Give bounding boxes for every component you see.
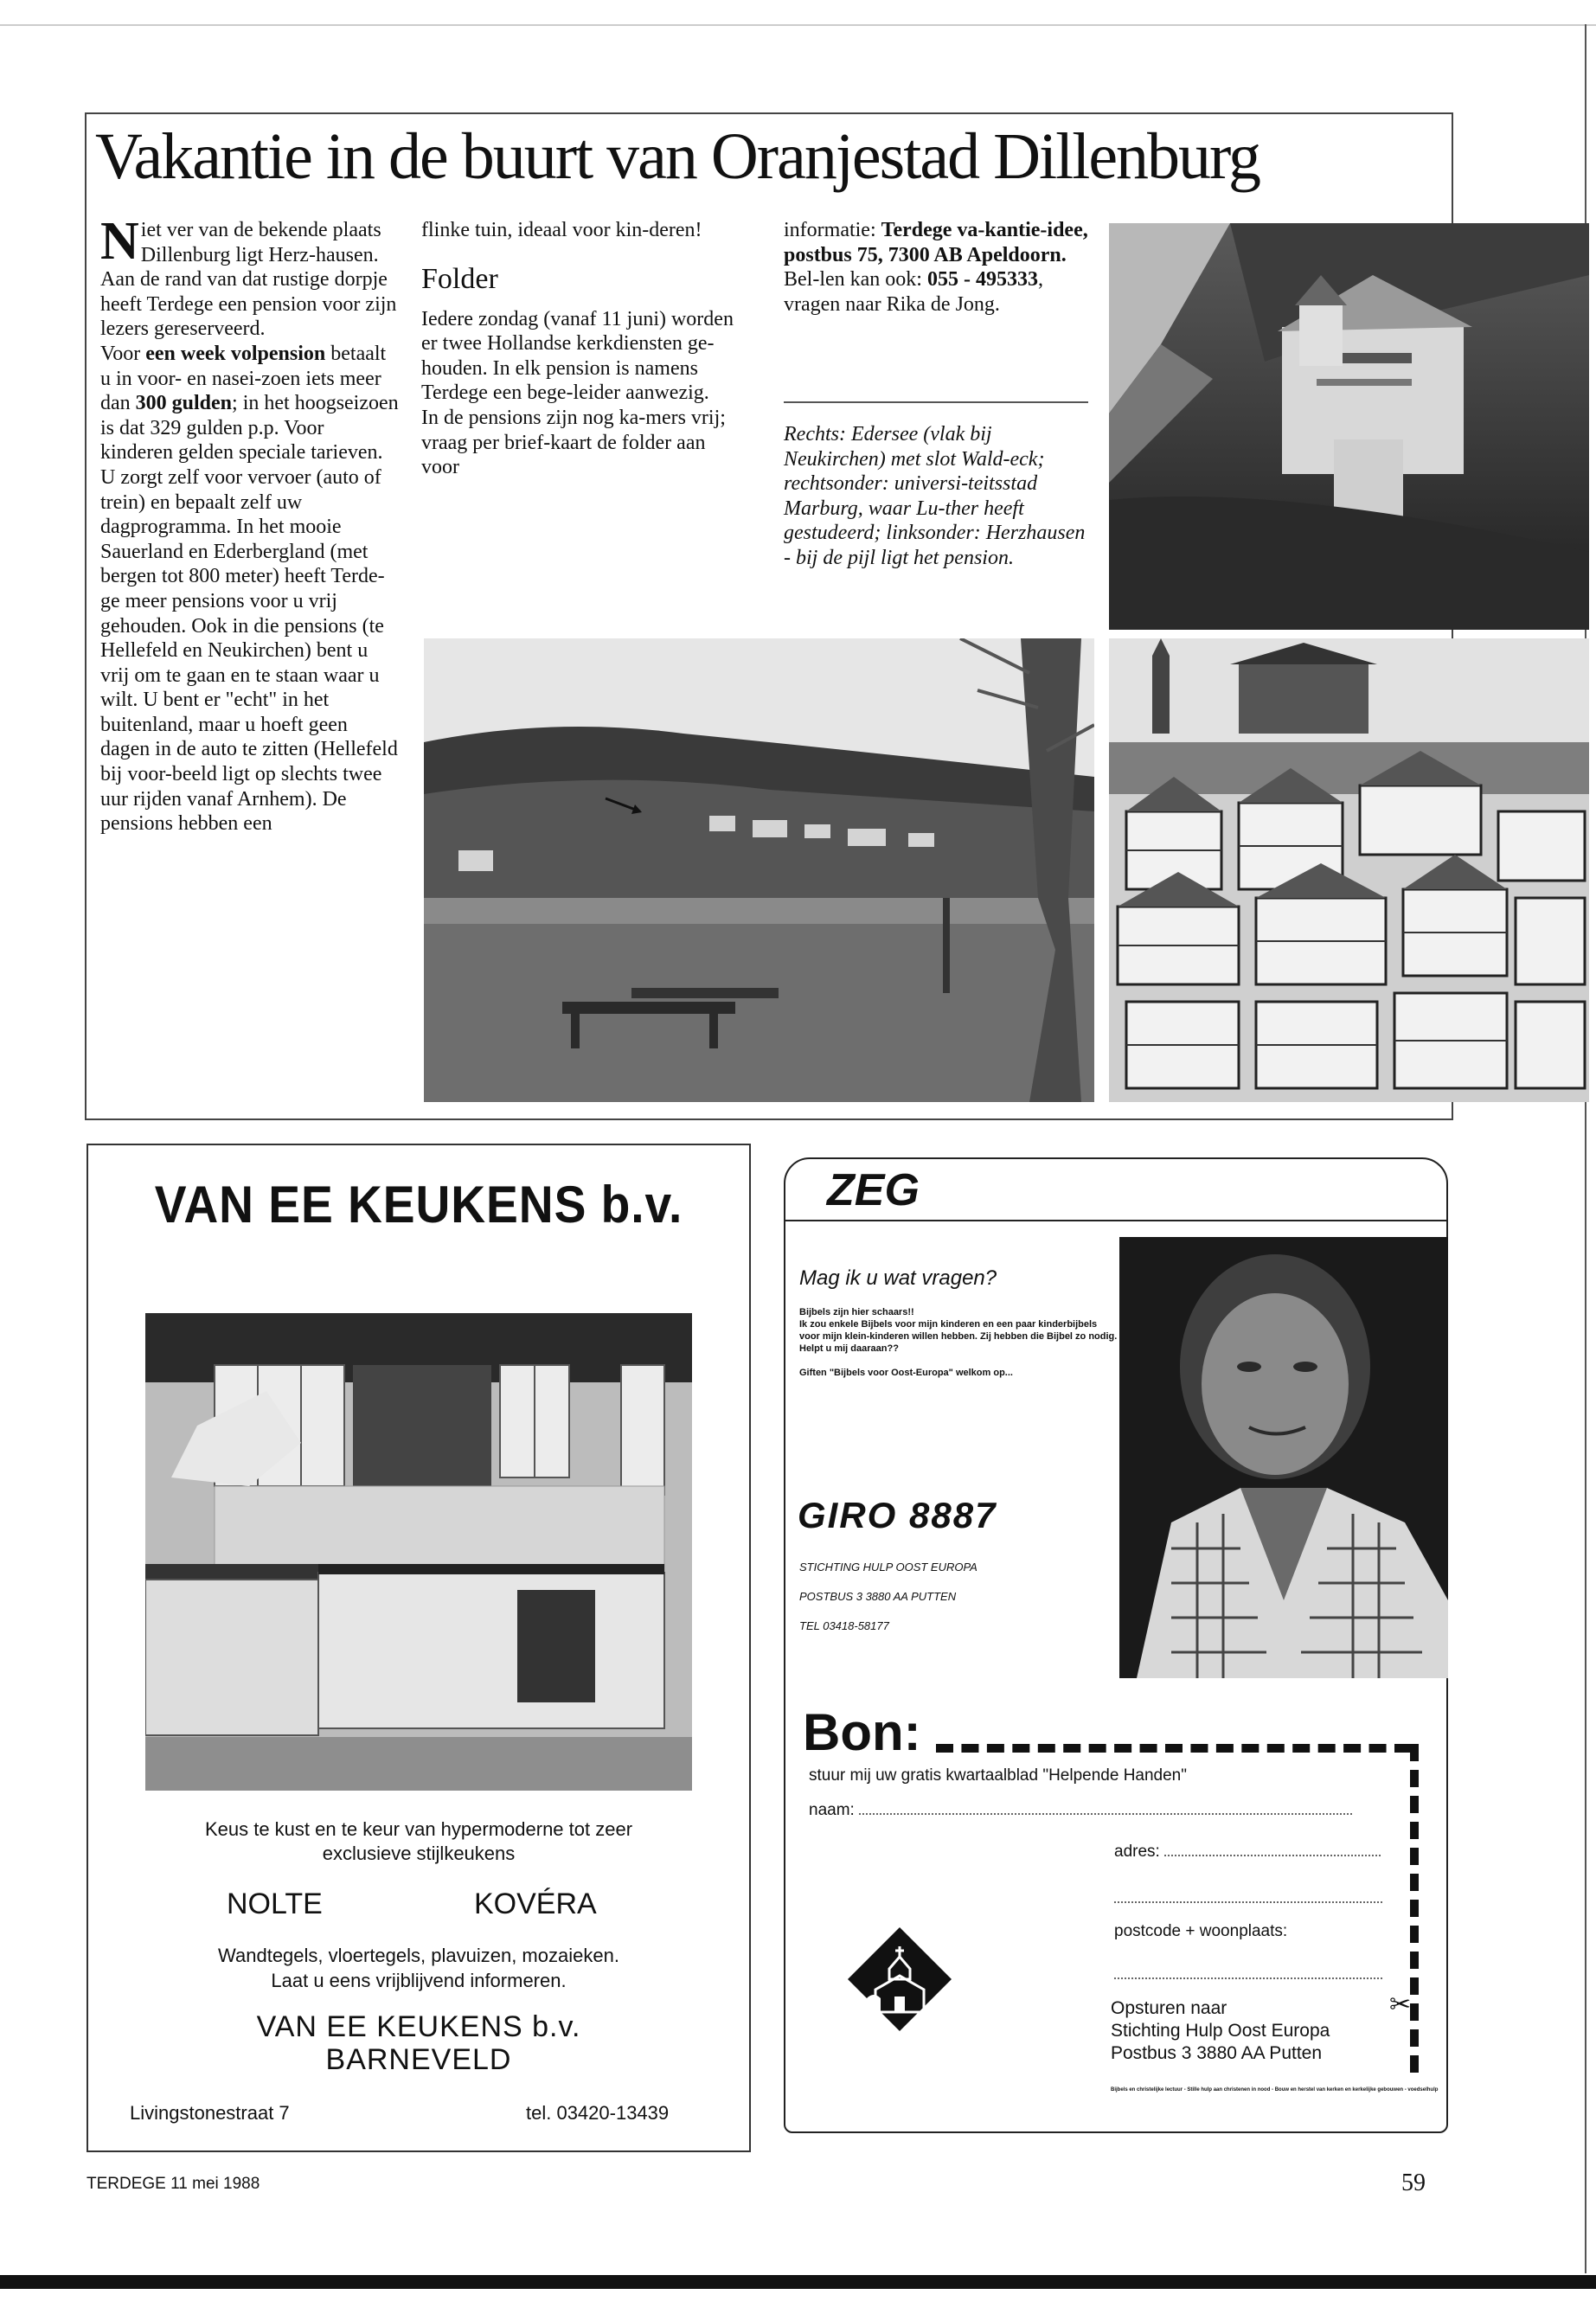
bon-adres-field[interactable] (1114, 1843, 1381, 1862)
keukens-info-line: Laat u eens vrijblijvend informeren. (271, 1970, 567, 1991)
bon-dashed-line (936, 1744, 1412, 1753)
brand-kovera: KOVÉRA (474, 1888, 597, 1920)
keukens-tiles-line: Wandtegels, vloertegels, plavuizen, mozaieken. (218, 1945, 619, 1966)
bon-naam-input[interactable] (859, 1813, 1352, 1815)
photo-edersee-castle (1109, 223, 1589, 630)
bon-naam-field[interactable] (809, 1801, 1352, 1820)
zeg-body-3: Helpt u mij daaraan?? (799, 1343, 899, 1354)
bon-send-to: Opsturen naar (1111, 1998, 1227, 2018)
zeg-title-rule (784, 1220, 1448, 1221)
info-text-c: , vragen naar Rika de Jong. (784, 268, 1043, 316)
price-text-c: ; in het hoogseizoen is dat 329 gulden p.p. Voor kinderen gelden speciale tarieven. (100, 392, 399, 465)
zeg-body (799, 1306, 1119, 1379)
keukens-tagline-1: Keus te kust en te keur van hypermoderne tot zeer (204, 1818, 633, 1840)
article-column-3 (784, 218, 1088, 317)
zeg-body-4: Giften "Bijbels voor Oost-Europa" welkom op... (799, 1368, 1013, 1378)
keukens-address: Livingstonestraat 7 (130, 2102, 290, 2124)
bon-postcode-label: postcode + woonplaats: (1114, 1922, 1288, 1940)
brand-nolte: NOLTE (227, 1888, 323, 1920)
bon-postcode-line-2[interactable] (1114, 1977, 1382, 1979)
intro-paragraph (100, 212, 400, 342)
info-address: Terdege va-kantie-idee, postbus 75, 7300 AB Apeldoorn. (784, 219, 1088, 266)
church-paragraph: Iedere zondag (vanaf 11 juni) worden er twee Hollandse kerkdiensten ge-houden. In elk pension is namens Terdege een bege-leider aanwezig. (421, 307, 734, 405)
keukens-tagline-2: exclusieve stijlkeukens (322, 1843, 516, 1864)
bon-subscribe-line: stuur mij uw gratis kwartaalblad "Helpende Handen" (809, 1766, 1187, 1785)
zeg-question: Mag ik u wat vragen? (799, 1266, 997, 1290)
info-paragraph (784, 218, 1088, 317)
rooms-paragraph: In de pensions zijn nog ka-mers vrij; vraag per brief-kaart de folder aan voor (421, 406, 726, 479)
bon-send-postbus: Postbus 3 3880 AA Putten (1111, 2043, 1323, 2063)
photo-marburg (1109, 638, 1589, 1102)
price-text-b: betaalt u in voor- en nasei-zoen iets meer dan (100, 342, 387, 415)
keukens-headline: VAN EE KEUKENS b.v. (154, 1176, 683, 1234)
zeg-body-1: Bijbels zijn hier schaars!! (799, 1307, 914, 1317)
price-text-bold-b: 300 gulden (135, 392, 233, 415)
price-text-a: Voor (100, 342, 146, 365)
zeg-footer-small: Bijbels en christelijke lectuur - Stille hulp aan christenen in nood - Bouw en herstel van kerken en kerkelijke gebouwen - voedselhulp (1111, 2087, 1439, 2093)
folder-heading: Folder (421, 262, 498, 295)
photo-kitchen (145, 1313, 692, 1791)
bon-adres-label: adres: (1114, 1843, 1160, 1861)
bon-naam-label: naam: (809, 1801, 855, 1819)
keukens-company: VAN EE KEUKENS b.v. (256, 2010, 581, 2043)
intro-text: iet ver van de bekende plaats Dillenburg ligt Herz-hausen. Aan de rand van dat rustige dorpje heeft Terdege een pension voor zijn lezers gereserveerd. (100, 219, 397, 341)
zeg-body-2: Ik zou enkele Bijbels voor mijn kinderen en een paar kinderbijbels voor mijn klein-kinderen willen hebben. Zij hebben die Bijbel zo nodig. (799, 1319, 1118, 1342)
zeg-giro: GIRO 8887 (798, 1495, 997, 1535)
bottom-bar (0, 2275, 1596, 2289)
zeg-title: ZEG (827, 1165, 920, 1215)
article-column-2 (421, 218, 748, 480)
article-column-1 (100, 212, 400, 836)
article-title: Vakantie in de buurt van Oranjestad Dillenburg (95, 120, 1259, 193)
footer-issue: TERDEGE 11 mei 1988 (87, 2175, 260, 2193)
zeg-org-name: STICHTING HULP OOST EUROPA (799, 1561, 977, 1574)
bon-adres-line-2[interactable] (1114, 1901, 1382, 1903)
photo-caption: Rechts: Edersee (vlak bij Neukirchen) met slot Wald-eck; rechtsonder: universi-teitsstad Marburg, waar Lu-ther heeft gestudeerd; linksonder: Herzhausen - bij de pijl ligt het pension. (784, 423, 1086, 569)
zeg-org-postbus: POSTBUS 3 3880 AA PUTTEN (799, 1590, 957, 1603)
scissors-icon: ✂ (1389, 1990, 1412, 2019)
bon-right-dashes (1410, 1744, 1419, 2073)
bon-title: Bon: (803, 1703, 921, 1761)
info-text-a: informatie: (784, 219, 881, 241)
footer-page-number: 59 (1401, 2170, 1426, 2196)
info-phone: 055 - 495333 (926, 268, 1038, 292)
garden-text: flinke tuin, ideaal voor kin-deren! (421, 219, 702, 241)
photo-old-woman (1119, 1237, 1448, 1678)
price-paragraph (100, 342, 400, 465)
bon-postcode-field[interactable] (1114, 1922, 1287, 1941)
price-text-bold-a: een week volpension (145, 342, 326, 365)
keukens-city: BARNEVELD (325, 2043, 512, 2076)
bon-send-org: Stichting Hulp Oost Europa (1111, 2021, 1330, 2041)
caption-rule (784, 401, 1088, 403)
church-logo (848, 1927, 952, 2031)
info-text-b: Bel-len kan ook: (784, 268, 927, 292)
travel-paragraph: U zorgt zelf voor vervoer (auto of trein) en bepaalt zelf uw dagprogramma. In het mooie Sauerland en Ederbergland (met bergen tot 800 meter) heeft Terde-ge meer pensions voor u vrij gehouden. Ook in die pensions (te Hellefeld en Neukirchen) bent u vrij om te gaan en te staan waar u wilt. U bent er "echt" in het buitenland, maar u hoeft geen dagen in de auto te zitten (Hellefeld bij voor-beeld ligt op slechts twee uur rijden vanaf Arnhem). De pensions hebben een (100, 465, 398, 836)
drop-cap: N (100, 212, 139, 271)
photo-herzhausen (424, 638, 1094, 1102)
keukens-phone: tel. 03420-13439 (526, 2102, 670, 2124)
top-rule (0, 24, 1596, 26)
bon-adres-input[interactable] (1164, 1855, 1381, 1856)
zeg-org-tel: TEL 03418-58177 (799, 1619, 889, 1632)
